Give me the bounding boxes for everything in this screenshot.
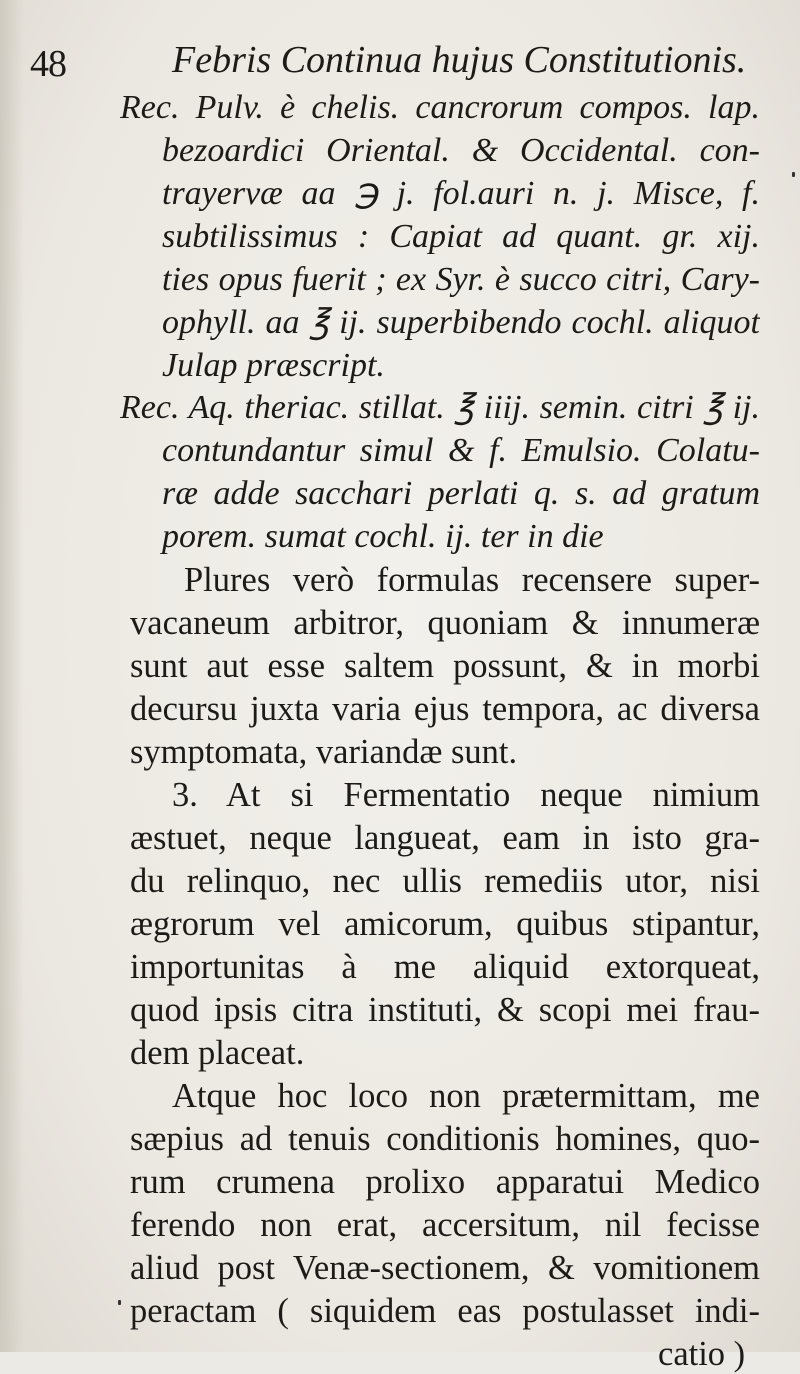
text-line: rum crumena prolixo apparatui Medico bbox=[130, 1163, 760, 1201]
text-line: trayervæ aa ℈ j. fol.auri n. j. Misce, f. bbox=[162, 175, 760, 212]
page-gutter-shadow bbox=[0, 0, 24, 1352]
text-line: catio ) bbox=[658, 1335, 746, 1373]
text-line: 3. At si Fermentatio neque nimium bbox=[172, 776, 760, 814]
ink-speck bbox=[118, 1300, 121, 1305]
text-line: Julap præscript. bbox=[162, 347, 385, 384]
text-line: ægrorum vel amicorum, quibus stipantur, bbox=[130, 905, 760, 943]
text-line: sæpius ad tenuis conditionis homines, quo- bbox=[130, 1120, 760, 1158]
text-line: decursu juxta varia ejus tempora, ac diversa bbox=[130, 690, 760, 728]
text-line: bezoardici Oriental. & Occidental. con- bbox=[162, 132, 760, 169]
text-line: aliud post Venæ-sectionem, & vomitionem bbox=[130, 1249, 760, 1287]
text-line: æstuet, neque langueat, eam in isto gra- bbox=[130, 819, 760, 857]
text-line: contundantur simul & f. Emulsio. Colatu- bbox=[162, 432, 760, 469]
text-line: dem placeat. bbox=[130, 1034, 305, 1072]
text-line: ræ adde sacchari perlati q. s. ad gratum bbox=[162, 475, 760, 512]
text-line: subtilissimus : Capiat ad quant. gr. xij. bbox=[162, 218, 760, 255]
text-line: vacaneum arbitror, quoniam & innumeræ bbox=[130, 604, 760, 642]
text-line: quod ipsis citra instituti, & scopi mei frau- bbox=[130, 991, 760, 1029]
text-line: Rec. Aq. theriac. stillat. ℥ iiij. semin. citri ℥ ij. bbox=[120, 389, 760, 426]
text-line: Plures verò formulas recensere super- bbox=[184, 561, 760, 599]
text-line: ties opus fuerit ; ex Syr. è succo citri, Cary- bbox=[162, 261, 760, 298]
text-line: sunt aut esse saltem possunt, & in morbi bbox=[130, 647, 760, 685]
text-line: Rec. Pulv. è chelis. cancrorum compos. lap. bbox=[120, 89, 760, 126]
text-line: importunitas à me aliquid extorqueat, bbox=[130, 948, 760, 986]
page-number: 48 bbox=[30, 43, 66, 85]
running-title: Febris Continua hujus Constitutionis. bbox=[172, 39, 747, 81]
text-line: porem. sumat cochl. ij. ter in die bbox=[162, 518, 604, 555]
text-line: Atque hoc loco non prætermittam, me bbox=[172, 1077, 760, 1115]
text-line: peractam ( siquidem eas postulasset indi- bbox=[130, 1292, 760, 1330]
text-line: du relinquo, nec ullis remediis utor, nisi bbox=[130, 862, 760, 900]
ink-speck bbox=[792, 172, 795, 177]
text-line: symptomata, variandæ sunt. bbox=[130, 733, 518, 771]
text-line: ferendo non erat, accersitum, nil fecisse bbox=[130, 1206, 760, 1244]
text-line: ophyll. aa ℥ ij. superbibendo cochl. aliquot bbox=[162, 304, 760, 341]
